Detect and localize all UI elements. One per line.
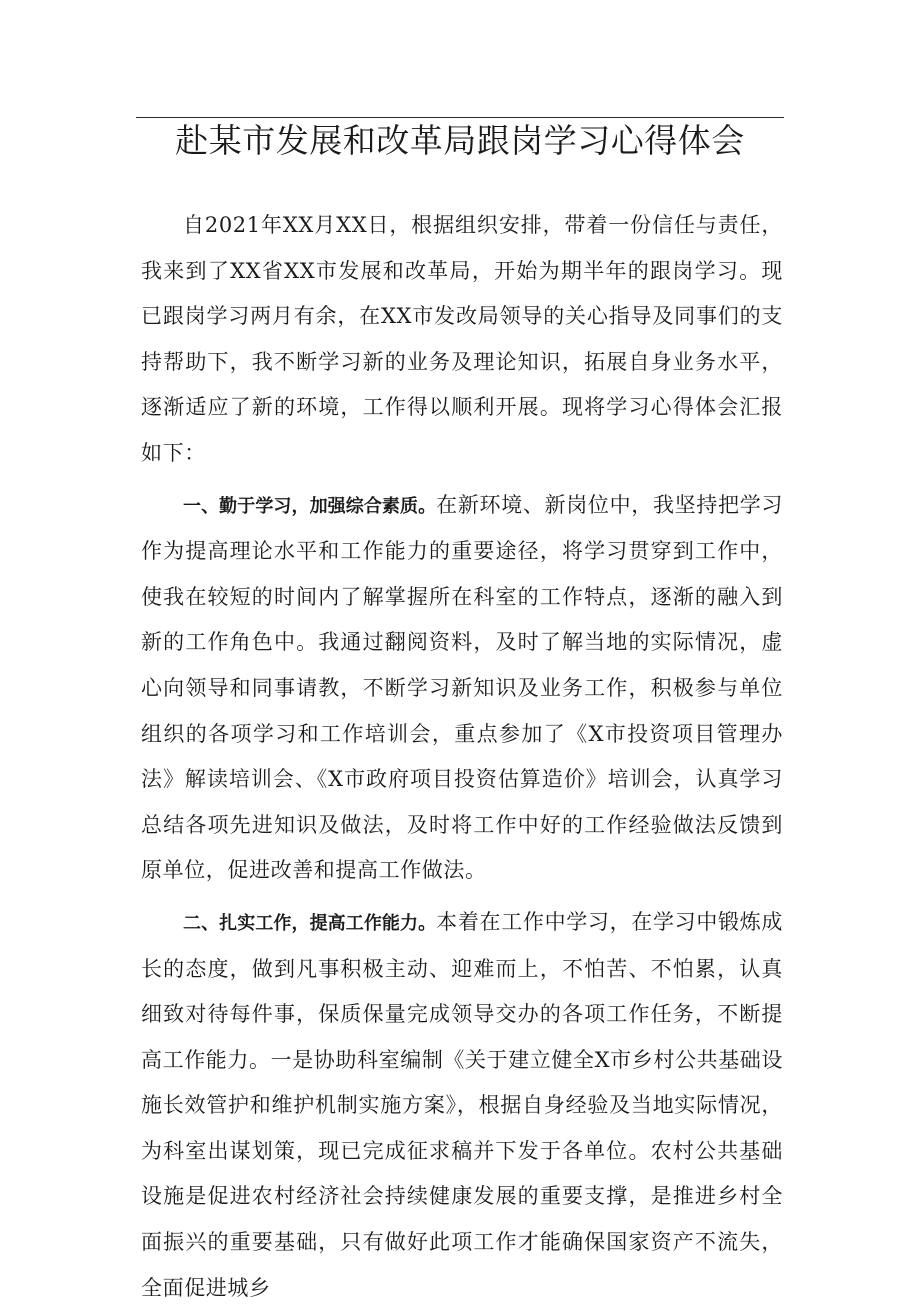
section-2-text: 本着在工作中学习，在学习中锻炼成长的态度，做到凡事积极主动、迎难而上，不怕苦、不怕累，认真细致对待每件事，保质保量完成领导交办的各项工作任务，不断提高工作能力。一是协助科室编制《关于建立健全X市乡村公共基础设施长效管护和维护机制实施方案》，根据自身经验及当地实际情况，为科室出谋划策，现已完成征求稿并下发于各单位。农村公共基础设施是促进农村经济社会持续健康发展的重要支撑，是推进乡村全面振兴的重要基础，只有做好此项工作才能确保国家资产不流失，全面促进城乡: [141, 909, 783, 1300]
paragraph-section-1: [141, 483, 783, 894]
paragraph-intro: [141, 203, 783, 477]
section-2-heading: 二、扎实工作，提高工作能力。: [183, 912, 437, 934]
document-body: [141, 203, 783, 1311]
document-title: 赴某市发展和改革局跟岗学习心得体会: [175, 121, 745, 160]
section-1-heading: 一、勤于学习，加强综合素质。: [183, 495, 437, 517]
paragraph-intro-text: 自2021年XX月XX日，根据组织安排，带着一份信任与责任，我来到了XX省XX市发展和改革局，开始为期半年的跟岗学习。现已跟岗学习两月有余，在XX市发改局领导的关心指导及同事们的支持帮助下，我不断学习新的业务及理论知识，拓展自身业务水平，逐渐适应了新的环境，工作得以顺利开展。现将学习心得体会汇报如下：: [141, 213, 783, 465]
section-1-text: 在新环境、新岗位中，我坚持把学习作为提高理论水平和工作能力的重要途径，将学习贯穿到工作中，使我在较短的时间内了解掌握所在科室的工作特点，逐渐的融入到新的工作角色中。我通过翻阅资料，及时了解当地的实际情况，虚心向领导和同事请教，不断学习新知识及业务工作，积极参与单位组织的各项学习和工作培训会，重点参加了《X市投资项目管理办法》解读培训会、《X市政府项目投资估算造价》培训会，认真学习总结各项先进知识及做法，及时将工作中好的工作经验做法反馈到原单位，促进改善和提高工作做法。: [141, 492, 783, 883]
paragraph-section-2: [141, 900, 783, 1311]
